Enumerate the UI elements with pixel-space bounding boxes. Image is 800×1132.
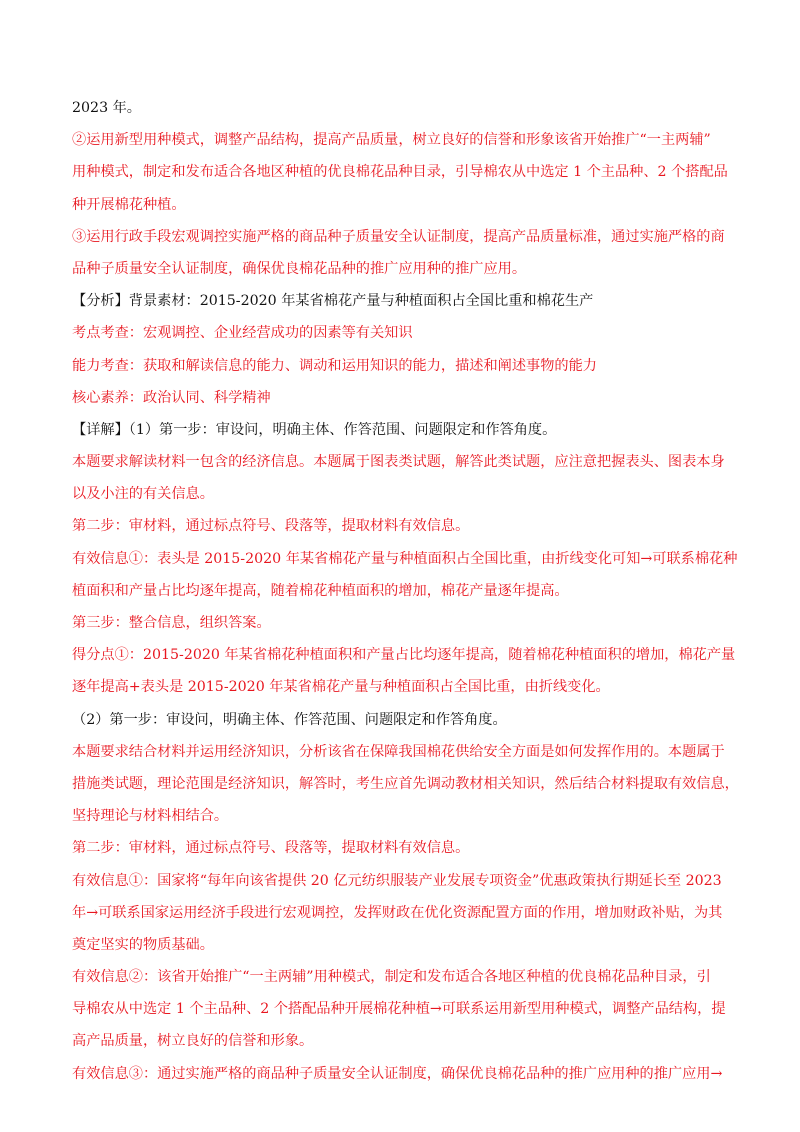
text-line: 有效信息③：通过实施严格的商品种子质量安全认证制度，确保优良棉花品种的推广应用种的推广应用→ xyxy=(72,1065,723,1082)
text-line: 第二步：审材料，通过标点符号、段落等，提取材料有效信息。 xyxy=(72,518,470,535)
text-line: 第二步：审材料，通过标点符号、段落等，提取材料有效信息。 xyxy=(72,840,470,857)
text-line: 有效信息①：国家将“每年向该省提供 20 亿元纺织服装产业发展专项资金”优惠政策执行期延长至 2023 xyxy=(72,872,722,889)
text-line: 2023 年。 xyxy=(72,100,141,116)
text-line: 本题要求解读材料一包含的经济信息。本题属于图表类试题，解答此类试题，应注意把握表头、图表本身 xyxy=(72,454,725,471)
text-line: 【分析】背景素材：2015-2020 年某省棉花产量与种植面积占全国比重和棉花生产 xyxy=(72,293,594,310)
text-line: 【详解】（1）第一步：审设问，明确主体、作答范围、问题限定和作答角度。 xyxy=(72,421,557,438)
text-line: 得分点①：2015-2020 年某省棉花种植面积和产量占比均逐年提高，随着棉花种植面积的增加，棉花产量 xyxy=(72,647,736,664)
text-line: 种开展棉花种植。 xyxy=(72,196,186,213)
text-line: 年→可联系国家运用经济手段进行宏观调控，发挥财政在优化资源配置方面的作用，增加财政补贴，为其 xyxy=(72,904,723,921)
text-line: 奠定坚实的物质基础。 xyxy=(72,936,214,953)
text-line: 坚持理论与材料相结合。 xyxy=(72,808,229,825)
text-line: 考点考查：宏观调控、企业经营成功的因素等有关知识 xyxy=(72,325,413,342)
text-line: 核心素养：政治认同、科学精神 xyxy=(72,389,271,406)
text-line: 有效信息②：该省开始推广“一主两辅”用种模式，制定和发布适合各地区种植的优良棉花品种目录，引 xyxy=(72,969,711,986)
text-line: 有效信息①：表头是 2015-2020 年某省棉花产量与种植面积占全国比重，由折线变化可知→可联系棉花种 xyxy=(72,550,738,567)
text-line: ②运用新型用种模式，调整产品结构，提高产品质量，树立良好的信誉和形象该省开始推广“一主两辅” xyxy=(72,132,711,149)
text-line: 第三步：整合信息，组织答案。 xyxy=(72,615,271,631)
text-line: 植面积和产量占比均逐年提高，随着棉花种植面积的增加，棉花产量逐年提高。 xyxy=(72,582,569,599)
text-line: ③运用行政手段宏观调控实施严格的商品种子质量安全认证制度，提高产品质量标准，通过实施严格的商 xyxy=(72,228,725,245)
text-line: 用种模式，制定和发布适合各地区种植的优良棉花品种目录，引导棉农从中选定 1 个主品种、2 个搭配品 xyxy=(72,164,728,181)
text-line: 能力考查：获取和解读信息的能力、调动和运用知识的能力，描述和阐述事物的能力 xyxy=(72,357,597,374)
text-line: 本题要求结合材料并运用经济知识，分析该省在保障我国棉花供给安全方面是如何发挥作用的。本题属于 xyxy=(72,743,725,760)
text-line: 措施类试题，理论范围是经济知识，解答时，考生应首先调动教材相关知识，然后结合材料提取有效信息， xyxy=(72,775,739,792)
text-line: 逐年提高+表头是 2015-2020 年某省棉花产量与种植面积占全国比重，由折线变化。 xyxy=(72,679,610,696)
text-line: 导棉农从中选定 1 个主品种、2 个搭配品种开展棉花种植→可联系运用新型用种模式，调整产品结构，提 xyxy=(72,1001,726,1018)
text-line: （2）第一步：审设问，明确主体、作答范围、问题限定和作答角度。 xyxy=(72,711,507,728)
text-line: 以及小注的有关信息。 xyxy=(72,486,214,503)
text-line: 高产品质量，树立良好的信誉和形象。 xyxy=(72,1033,314,1050)
text-line: 品种子质量安全认证制度，确保优良棉花品种的推广应用种的推广应用。 xyxy=(72,260,527,277)
